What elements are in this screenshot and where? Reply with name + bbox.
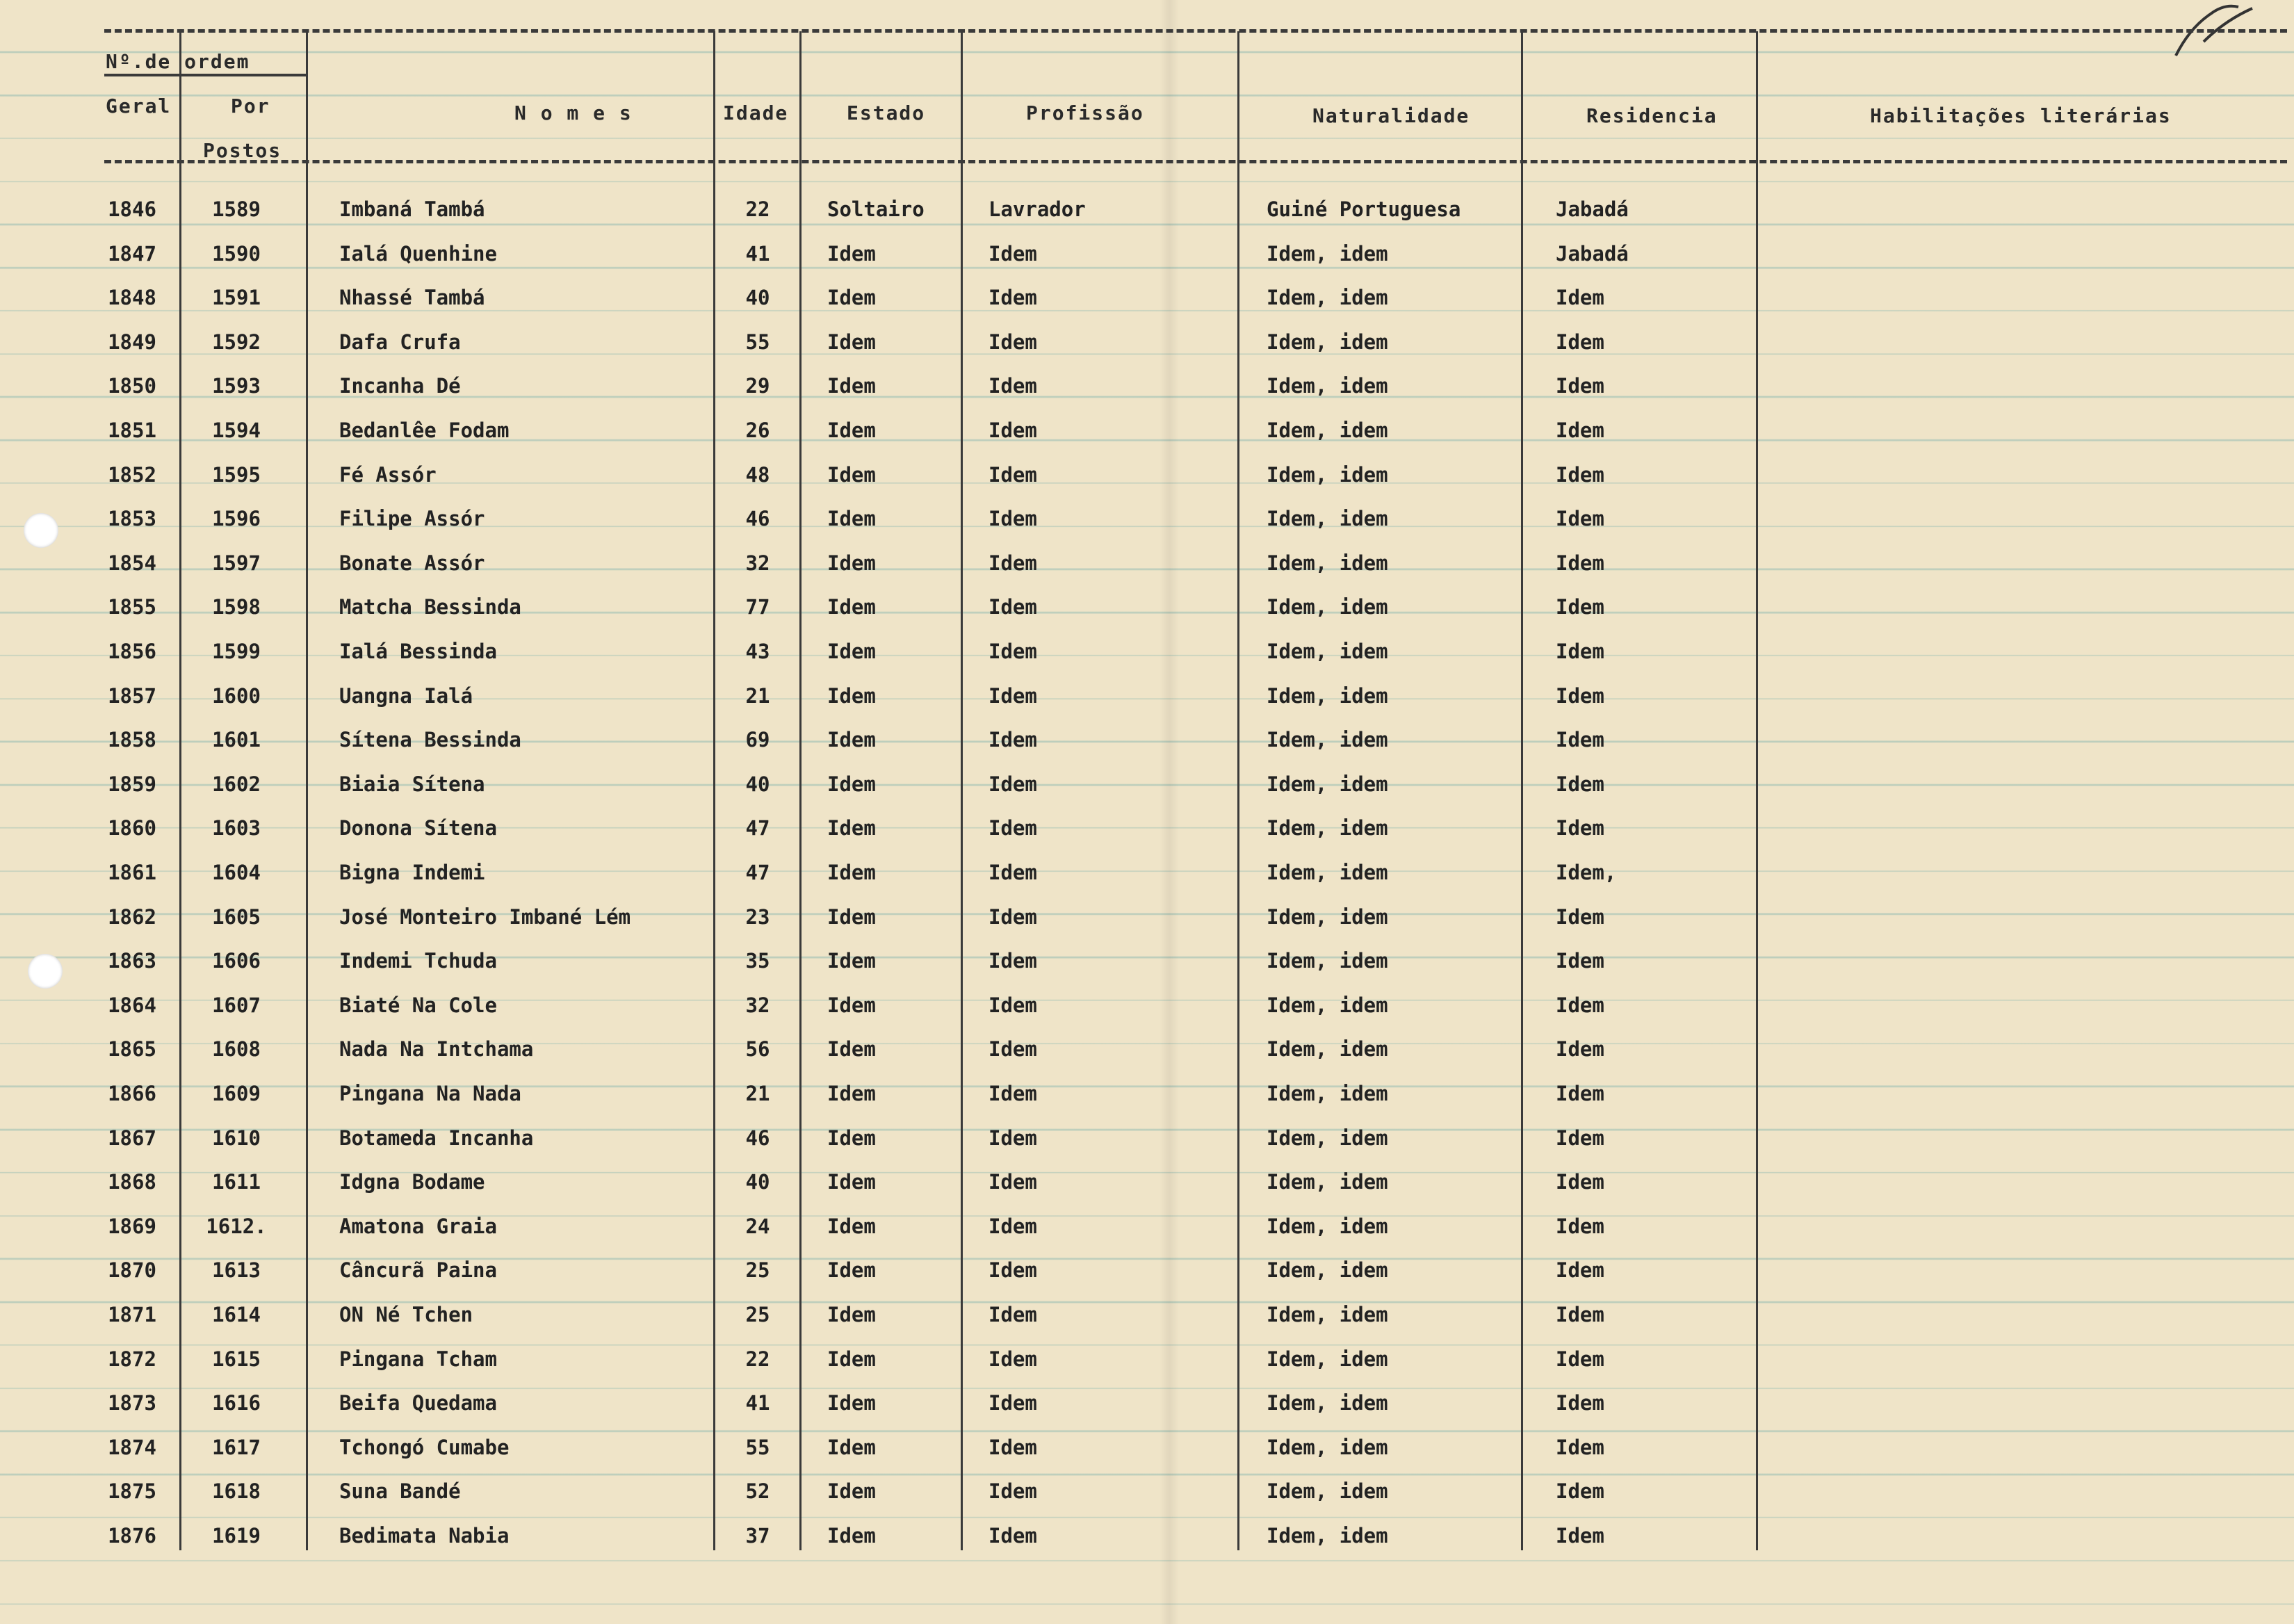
cell-geral: 1875 [108, 1479, 156, 1503]
cell-posto: 1604 [212, 861, 261, 884]
cell-profissao: Idem [989, 242, 1037, 266]
cell-estado: Idem [827, 905, 876, 929]
cell-naturalidade: Idem, idem [1267, 330, 1388, 354]
cell-naturalidade: Idem, idem [1267, 551, 1388, 575]
cell-nome: Matcha Bessinda [339, 595, 521, 619]
cell-idade: 25 [745, 1258, 770, 1282]
cell-naturalidade: Idem, idem [1267, 684, 1388, 708]
cell-residencia: Idem [1556, 1082, 1604, 1105]
cell-estado: Idem [827, 1258, 876, 1282]
cell-posto: 1616 [212, 1391, 261, 1415]
column-divider [1521, 31, 1523, 1550]
cell-posto: 1608 [212, 1037, 261, 1061]
cell-profissao: Idem [989, 330, 1037, 354]
cell-naturalidade: Idem, idem [1267, 772, 1388, 796]
cell-residencia: Idem [1556, 551, 1604, 575]
cell-profissao: Lavrador [989, 197, 1086, 221]
cell-profissao: Idem [989, 507, 1037, 530]
cell-estado: Idem [827, 1391, 876, 1415]
order-underline [104, 74, 306, 76]
cell-profissao: Idem [989, 1215, 1037, 1238]
cell-geral: 1873 [108, 1391, 156, 1415]
cell-posto: 1603 [212, 816, 261, 840]
cell-profissao: Idem [989, 1037, 1037, 1061]
cell-nome: Nhassé Tambá [339, 286, 485, 309]
cell-estado: Idem [827, 286, 876, 309]
cell-nome: Filipe Assór [339, 507, 485, 530]
cell-profissao: Idem [989, 905, 1037, 929]
cell-idade: 29 [745, 374, 770, 398]
cell-geral: 1848 [108, 286, 156, 309]
cell-posto: 1617 [212, 1436, 261, 1459]
cell-estado: Idem [827, 1479, 876, 1503]
cell-posto: 1601 [212, 728, 261, 752]
cell-residencia: Idem [1556, 816, 1604, 840]
cell-nome: Nada Na Intchama [339, 1037, 534, 1061]
cell-nome: Imbaná Tambá [339, 197, 485, 221]
cell-posto: 1597 [212, 551, 261, 575]
cell-estado: Idem [827, 1347, 876, 1371]
cell-estado: Idem [827, 1170, 876, 1194]
cell-nome: Câncurã Paina [339, 1258, 497, 1282]
cell-idade: 23 [745, 905, 770, 929]
cell-profissao: Idem [989, 1391, 1037, 1415]
cell-geral: 1854 [108, 551, 156, 575]
cell-posto: 1592 [212, 330, 261, 354]
cell-geral: 1859 [108, 772, 156, 796]
cell-idade: 48 [745, 463, 770, 487]
header-por: Por [231, 95, 270, 117]
column-divider [306, 31, 308, 1550]
cell-profissao: Idem [989, 728, 1037, 752]
cell-idade: 37 [745, 1524, 770, 1548]
page-fold [1160, 0, 1179, 1624]
cell-naturalidade: Idem, idem [1267, 1436, 1388, 1459]
cell-nome: Bigna Indemi [339, 861, 485, 884]
cell-geral: 1860 [108, 816, 156, 840]
cell-idade: 22 [745, 1347, 770, 1371]
cell-nome: Botameda Incanha [339, 1126, 534, 1150]
cell-posto: 1595 [212, 463, 261, 487]
cell-posto: 1619 [212, 1524, 261, 1548]
cell-geral: 1855 [108, 595, 156, 619]
cell-idade: 35 [745, 949, 770, 973]
cell-profissao: Idem [989, 816, 1037, 840]
cell-estado: Idem [827, 1082, 876, 1105]
cell-naturalidade: Idem, idem [1267, 1126, 1388, 1150]
cell-nome: Ialá Quenhine [339, 242, 497, 266]
cell-idade: 40 [745, 772, 770, 796]
cell-geral: 1858 [108, 728, 156, 752]
cell-posto: 1602 [212, 772, 261, 796]
cell-residencia: Idem [1556, 640, 1604, 663]
cell-residencia: Idem [1556, 1524, 1604, 1548]
cell-profissao: Idem [989, 861, 1037, 884]
cell-profissao: Idem [989, 1258, 1037, 1282]
cell-posto: 1613 [212, 1258, 261, 1282]
cell-nome: Donona Sítena [339, 816, 497, 840]
cell-nome: Idgna Bodame [339, 1170, 485, 1194]
cell-residencia: Idem [1556, 1391, 1604, 1415]
cell-naturalidade: Idem, idem [1267, 1347, 1388, 1371]
cell-residencia: Idem [1556, 330, 1604, 354]
cell-profissao: Idem [989, 684, 1037, 708]
cell-nome: Bedanlêe Fodam [339, 419, 510, 442]
cell-posto: 1589 [212, 197, 261, 221]
cell-residencia: Idem [1556, 1436, 1604, 1459]
cell-idade: 21 [745, 1082, 770, 1105]
column-divider [1756, 31, 1758, 1550]
cell-geral: 1846 [108, 197, 156, 221]
cell-estado: Idem [827, 1303, 876, 1326]
cell-nome: Tchongó Cumabe [339, 1436, 510, 1459]
cell-residencia: Idem [1556, 463, 1604, 487]
cell-residencia: Jabadá [1556, 197, 1629, 221]
cell-estado: Idem [827, 1215, 876, 1238]
cell-naturalidade: Idem, idem [1267, 374, 1388, 398]
cell-posto: 1598 [212, 595, 261, 619]
cell-naturalidade: Idem, idem [1267, 1524, 1388, 1548]
cell-posto: 1600 [212, 684, 261, 708]
cell-idade: 24 [745, 1215, 770, 1238]
header-residencia: Residencia [1586, 104, 1718, 127]
cell-residencia: Idem, [1556, 861, 1617, 884]
cell-estado: Idem [827, 374, 876, 398]
cell-estado: Idem [827, 728, 876, 752]
cell-nome: Indemi Tchuda [339, 949, 497, 973]
header-idade: Idade [723, 102, 789, 124]
cell-naturalidade: Idem, idem [1267, 1391, 1388, 1415]
top-rule [104, 29, 2287, 33]
cell-nome: Beifa Quedama [339, 1391, 497, 1415]
cell-posto: 1614 [212, 1303, 261, 1326]
cell-naturalidade: Idem, idem [1267, 1215, 1388, 1238]
cell-estado: Idem [827, 993, 876, 1017]
cell-geral: 1871 [108, 1303, 156, 1326]
cell-profissao: Idem [989, 1347, 1037, 1371]
cell-geral: 1866 [108, 1082, 156, 1105]
cell-residencia: Idem [1556, 772, 1604, 796]
cell-residencia: Idem [1556, 1215, 1604, 1238]
cell-residencia: Idem [1556, 1126, 1604, 1150]
cell-estado: Idem [827, 861, 876, 884]
cell-geral: 1856 [108, 640, 156, 663]
header-order-group: Nº.de ordem [106, 50, 250, 73]
cell-idade: 32 [745, 993, 770, 1017]
column-divider [1237, 31, 1239, 1550]
cell-idade: 43 [745, 640, 770, 663]
cell-estado: Idem [827, 684, 876, 708]
cell-geral: 1852 [108, 463, 156, 487]
header-profissao: Profissão [1026, 102, 1144, 124]
cell-profissao: Idem [989, 993, 1037, 1017]
cell-residencia: Idem [1556, 507, 1604, 530]
cell-naturalidade: Idem, idem [1267, 507, 1388, 530]
cell-estado: Idem [827, 640, 876, 663]
cell-residencia: Jabadá [1556, 242, 1629, 266]
cell-naturalidade: Idem, idem [1267, 419, 1388, 442]
column-divider [713, 31, 715, 1550]
cell-estado: Idem [827, 242, 876, 266]
cell-nome: Bedimata Nabia [339, 1524, 510, 1548]
cell-profissao: Idem [989, 1479, 1037, 1503]
cell-naturalidade: Idem, idem [1267, 286, 1388, 309]
cell-profissao: Idem [989, 1126, 1037, 1150]
cell-idade: 32 [745, 551, 770, 575]
cell-residencia: Idem [1556, 1170, 1604, 1194]
cell-nome: Sítena Bessinda [339, 728, 521, 752]
cell-residencia: Idem [1556, 993, 1604, 1017]
cell-geral: 1870 [108, 1258, 156, 1282]
cell-idade: 40 [745, 1170, 770, 1194]
cell-profissao: Idem [989, 374, 1037, 398]
cell-residencia: Idem [1556, 728, 1604, 752]
cell-estado: Idem [827, 463, 876, 487]
cell-profissao: Idem [989, 949, 1037, 973]
cell-naturalidade: Idem, idem [1267, 1258, 1388, 1282]
cell-nome: Dafa Crufa [339, 330, 461, 354]
header-geral: Geral [106, 95, 172, 117]
cell-geral: 1863 [108, 949, 156, 973]
cell-estado: Idem [827, 816, 876, 840]
cell-estado: Idem [827, 330, 876, 354]
cell-idade: 26 [745, 419, 770, 442]
cell-nome: ON Né Tchen [339, 1303, 473, 1326]
cell-residencia: Idem [1556, 595, 1604, 619]
cell-geral: 1857 [108, 684, 156, 708]
cell-naturalidade: Idem, idem [1267, 993, 1388, 1017]
cell-nome: Biaté Na Cole [339, 993, 497, 1017]
column-divider [799, 31, 802, 1550]
cell-residencia: Idem [1556, 684, 1604, 708]
cell-geral: 1849 [108, 330, 156, 354]
cell-residencia: Idem [1556, 905, 1604, 929]
cell-idade: 40 [745, 286, 770, 309]
cell-idade: 22 [745, 197, 770, 221]
cell-nome: Pingana Na Nada [339, 1082, 521, 1105]
cell-idade: 41 [745, 242, 770, 266]
header-rule [104, 160, 2287, 163]
cell-profissao: Idem [989, 1303, 1037, 1326]
cell-geral: 1868 [108, 1170, 156, 1194]
cell-posto: 1607 [212, 993, 261, 1017]
cell-idade: 46 [745, 507, 770, 530]
cell-idade: 47 [745, 816, 770, 840]
cell-naturalidade: Idem, idem [1267, 816, 1388, 840]
cell-naturalidade: Idem, idem [1267, 242, 1388, 266]
cell-residencia: Idem [1556, 1347, 1604, 1371]
cell-residencia: Idem [1556, 1258, 1604, 1282]
cell-estado: Idem [827, 1436, 876, 1459]
cell-estado: Idem [827, 507, 876, 530]
cell-posto: 1599 [212, 640, 261, 663]
cell-nome: Pingana Tcham [339, 1347, 497, 1371]
cell-geral: 1850 [108, 374, 156, 398]
cell-idade: 77 [745, 595, 770, 619]
cell-posto: 1609 [212, 1082, 261, 1105]
cell-naturalidade: Idem, idem [1267, 1303, 1388, 1326]
cell-residencia: Idem [1556, 286, 1604, 309]
cell-idade: 47 [745, 861, 770, 884]
cell-posto: 1612. [206, 1215, 267, 1238]
cell-nome: Ialá Bessinda [339, 640, 497, 663]
cell-estado: Idem [827, 1524, 876, 1548]
cell-posto: 1594 [212, 419, 261, 442]
cell-nome: Fé Assór [339, 463, 437, 487]
cell-residencia: Idem [1556, 1037, 1604, 1061]
cell-profissao: Idem [989, 772, 1037, 796]
cell-naturalidade: Idem, idem [1267, 861, 1388, 884]
cell-posto: 1591 [212, 286, 261, 309]
header-nomes: N o m e s [514, 102, 633, 124]
cell-idade: 55 [745, 330, 770, 354]
cell-geral: 1862 [108, 905, 156, 929]
cell-nome: Incanha Dé [339, 374, 461, 398]
cell-idade: 21 [745, 684, 770, 708]
cell-posto: 1605 [212, 905, 261, 929]
cell-profissao: Idem [989, 1082, 1037, 1105]
cell-profissao: Idem [989, 1170, 1037, 1194]
cell-posto: 1606 [212, 949, 261, 973]
cell-posto: 1596 [212, 507, 261, 530]
column-divider [961, 31, 963, 1550]
cell-geral: 1851 [108, 419, 156, 442]
cell-naturalidade: Idem, idem [1267, 640, 1388, 663]
cell-geral: 1867 [108, 1126, 156, 1150]
cell-profissao: Idem [989, 286, 1037, 309]
punch-hole [24, 513, 58, 548]
cell-residencia: Idem [1556, 374, 1604, 398]
cell-idade: 69 [745, 728, 770, 752]
header-naturalidade: Naturalidade [1312, 104, 1470, 127]
cell-posto: 1615 [212, 1347, 261, 1371]
cell-geral: 1865 [108, 1037, 156, 1061]
cell-estado: Idem [827, 1037, 876, 1061]
cell-naturalidade: Idem, idem [1267, 1479, 1388, 1503]
cell-geral: 1853 [108, 507, 156, 530]
cell-naturalidade: Idem, idem [1267, 905, 1388, 929]
cell-naturalidade: Idem, idem [1267, 949, 1388, 973]
cell-posto: 1611 [212, 1170, 261, 1194]
cell-naturalidade: Idem, idem [1267, 1170, 1388, 1194]
cell-posto: 1618 [212, 1479, 261, 1503]
cell-posto: 1593 [212, 374, 261, 398]
cell-idade: 41 [745, 1391, 770, 1415]
cell-residencia: Idem [1556, 1479, 1604, 1503]
cell-naturalidade: Idem, idem [1267, 595, 1388, 619]
cell-posto: 1590 [212, 242, 261, 266]
cell-estado: Soltairo [827, 197, 925, 221]
cell-naturalidade: Idem, idem [1267, 1037, 1388, 1061]
cell-posto: 1610 [212, 1126, 261, 1150]
cell-profissao: Idem [989, 551, 1037, 575]
cell-idade: 52 [745, 1479, 770, 1503]
cell-idade: 25 [745, 1303, 770, 1326]
cell-nome: Bonate Assór [339, 551, 485, 575]
cell-profissao: Idem [989, 1436, 1037, 1459]
punch-hole [28, 954, 63, 989]
cell-estado: Idem [827, 1126, 876, 1150]
cell-idade: 56 [745, 1037, 770, 1061]
cell-estado: Idem [827, 419, 876, 442]
header-postos: Postos [203, 139, 282, 162]
cell-geral: 1876 [108, 1524, 156, 1548]
cell-profissao: Idem [989, 463, 1037, 487]
cell-estado: Idem [827, 772, 876, 796]
cell-residencia: Idem [1556, 419, 1604, 442]
cell-geral: 1874 [108, 1436, 156, 1459]
cell-idade: 46 [745, 1126, 770, 1150]
cell-residencia: Idem [1556, 949, 1604, 973]
cell-geral: 1864 [108, 993, 156, 1017]
cell-residencia: Idem [1556, 1303, 1604, 1326]
cell-naturalidade: Idem, idem [1267, 728, 1388, 752]
cell-naturalidade: Idem, idem [1267, 463, 1388, 487]
cell-nome: Uangna Ialá [339, 684, 473, 708]
cell-profissao: Idem [989, 1524, 1037, 1548]
cell-nome: Suna Bandé [339, 1479, 461, 1503]
cell-naturalidade: Idem, idem [1267, 1082, 1388, 1105]
cell-idade: 55 [745, 1436, 770, 1459]
cell-profissao: Idem [989, 640, 1037, 663]
cell-geral: 1872 [108, 1347, 156, 1371]
cell-naturalidade: Guiné Portuguesa [1267, 197, 1461, 221]
cell-geral: 1847 [108, 242, 156, 266]
cell-profissao: Idem [989, 595, 1037, 619]
cell-profissao: Idem [989, 419, 1037, 442]
cell-geral: 1861 [108, 861, 156, 884]
cell-estado: Idem [827, 949, 876, 973]
cell-nome: José Monteiro Imbané Lém [339, 905, 631, 929]
cell-geral: 1869 [108, 1215, 156, 1238]
header-habilitacoes: Habilitações literárias [1870, 104, 2172, 127]
cell-estado: Idem [827, 551, 876, 575]
header-estado: Estado [847, 102, 926, 124]
cell-estado: Idem [827, 595, 876, 619]
cell-nome: Biaia Sítena [339, 772, 485, 796]
cell-nome: Amatona Graia [339, 1215, 497, 1238]
